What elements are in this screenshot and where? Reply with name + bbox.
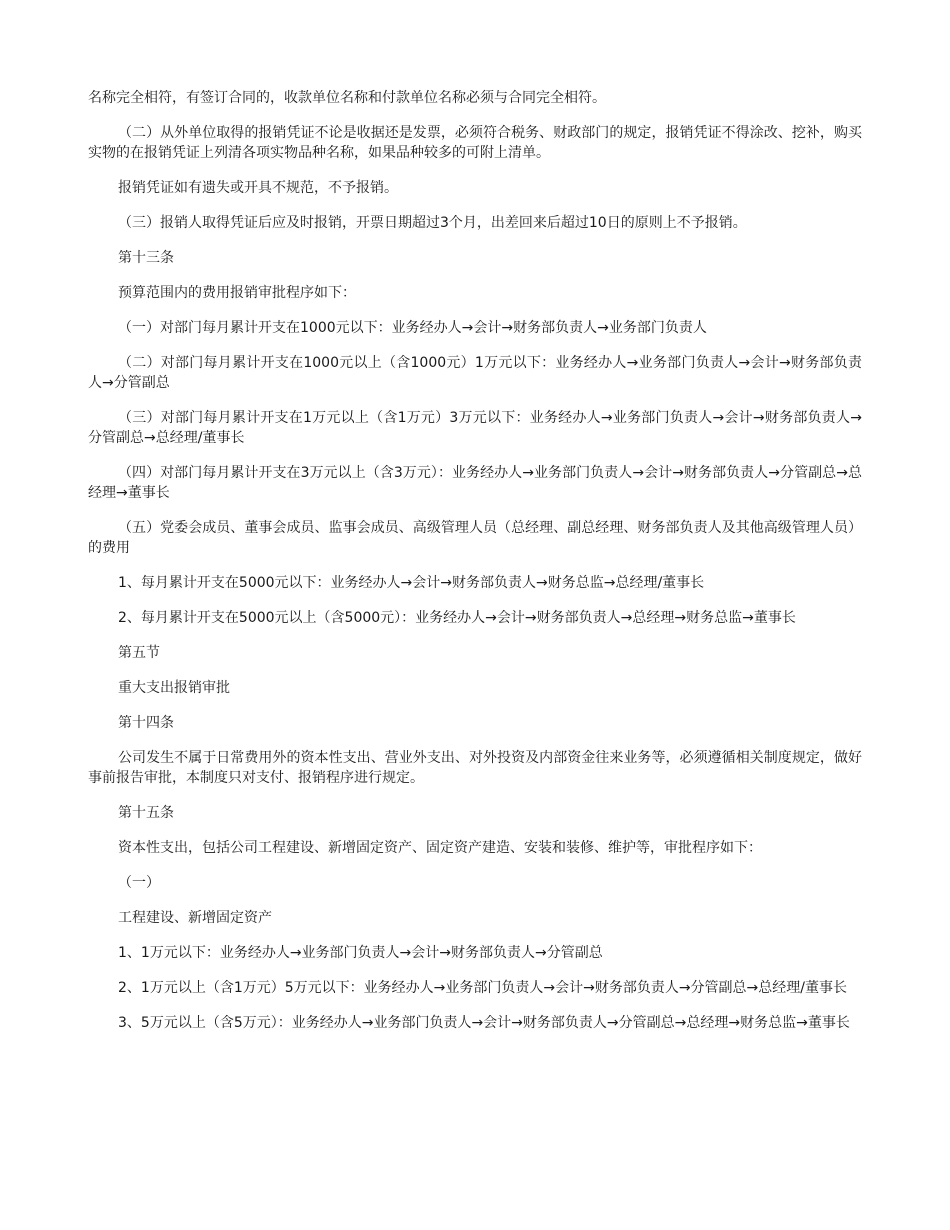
paragraph-9: （三）对部门每月累计开支在1万元以上（含1万元）3万元以下：业务经办人→业务部门负责人→会计→财务部负责人→分管副总→总经理/董事长 <box>88 410 862 446</box>
paragraph-24: 3、5万元以上（含5万元）：业务经办人→业务部门负责人→会计→财务部负责人→分管副总→总经理→财务总监→董事长 <box>118 1015 850 1031</box>
article-heading-13: 第十三条 <box>118 250 174 266</box>
paragraph-17: 公司发生不属于日常费用外的资本性支出、营业外支出、对外投资及内部资金往来业务等，必须遵循相关制度规定，做好事前报告审批，本制度只对支付、报销程序进行规定。 <box>88 750 862 786</box>
paragraph-23: 2、1万元以上（含1万元）5万元以下：业务经办人→业务部门负责人→会计→财务部负责人→分管副总→总经理/董事长 <box>118 980 847 996</box>
paragraph-3: 报销凭证如有遗失或开具不规范，不予报销。 <box>118 180 398 196</box>
paragraph-13: 2、每月累计开支在5000元以上（含5000元）：业务经办人→会计→财务部负责人→总经理→财务总监→董事长 <box>118 610 796 626</box>
paragraph-19: 资本性支出，包括公司工程建设、新增固定资产、固定资产建造、安装和装修、维护等，审批程序如下： <box>118 840 762 856</box>
paragraph-8: （二）对部门每月累计开支在1000元以上（含1000元）1万元以下：业务经办人→业务部门负责人→会计→财务部负责人→分管副总 <box>88 355 862 391</box>
section-heading-5: 第五节 <box>118 645 160 661</box>
paragraph-2: （二）从外单位取得的报销凭证不论是收据还是发票，必须符合税务、财政部门的规定，报销凭证不得涂改、挖补，购买实物的在报销凭证上列清各项实物品种名称，如果品种较多的可附上清单。 <box>88 125 862 161</box>
paragraph-7: （一）对部门每月累计开支在1000元以下：业务经办人→会计→财务部负责人→业务部门负责人 <box>118 320 707 336</box>
paragraph-12: 1、每月累计开支在5000元以下：业务经办人→会计→财务部负责人→财务总监→总经理/董事长 <box>118 575 705 591</box>
article-heading-14: 第十四条 <box>118 715 174 731</box>
paragraph-10: （四）对部门每月累计开支在3万元以上（含3万元）：业务经办人→业务部门负责人→会计→财务部负责人→分管副总→总经理→董事长 <box>88 465 862 501</box>
paragraph-20: （一） <box>118 875 160 891</box>
paragraph-21: 工程建设、新增固定资产 <box>118 910 272 926</box>
paragraph-4: （三）报销人取得凭证后应及时报销，开票日期超过3个月，出差回来后超过10日的原则上不予报销。 <box>118 215 747 231</box>
paragraph-11: （五）党委会成员、董事会成员、监事会成员、高级管理人员（总经理、副总经理、财务部负责人及其他高级管理人员）的费用 <box>88 520 862 556</box>
paragraph-6: 预算范围内的费用报销审批程序如下： <box>118 285 356 301</box>
section-title: 重大支出报销审批 <box>118 680 230 696</box>
paragraph-1: 名称完全相符，有签订合同的，收款单位名称和付款单位名称必须与合同完全相符。 <box>88 90 606 106</box>
article-heading-15: 第十五条 <box>118 805 174 821</box>
paragraph-22: 1、1万元以下：业务经办人→业务部门负责人→会计→财务部负责人→分管副总 <box>118 945 603 961</box>
